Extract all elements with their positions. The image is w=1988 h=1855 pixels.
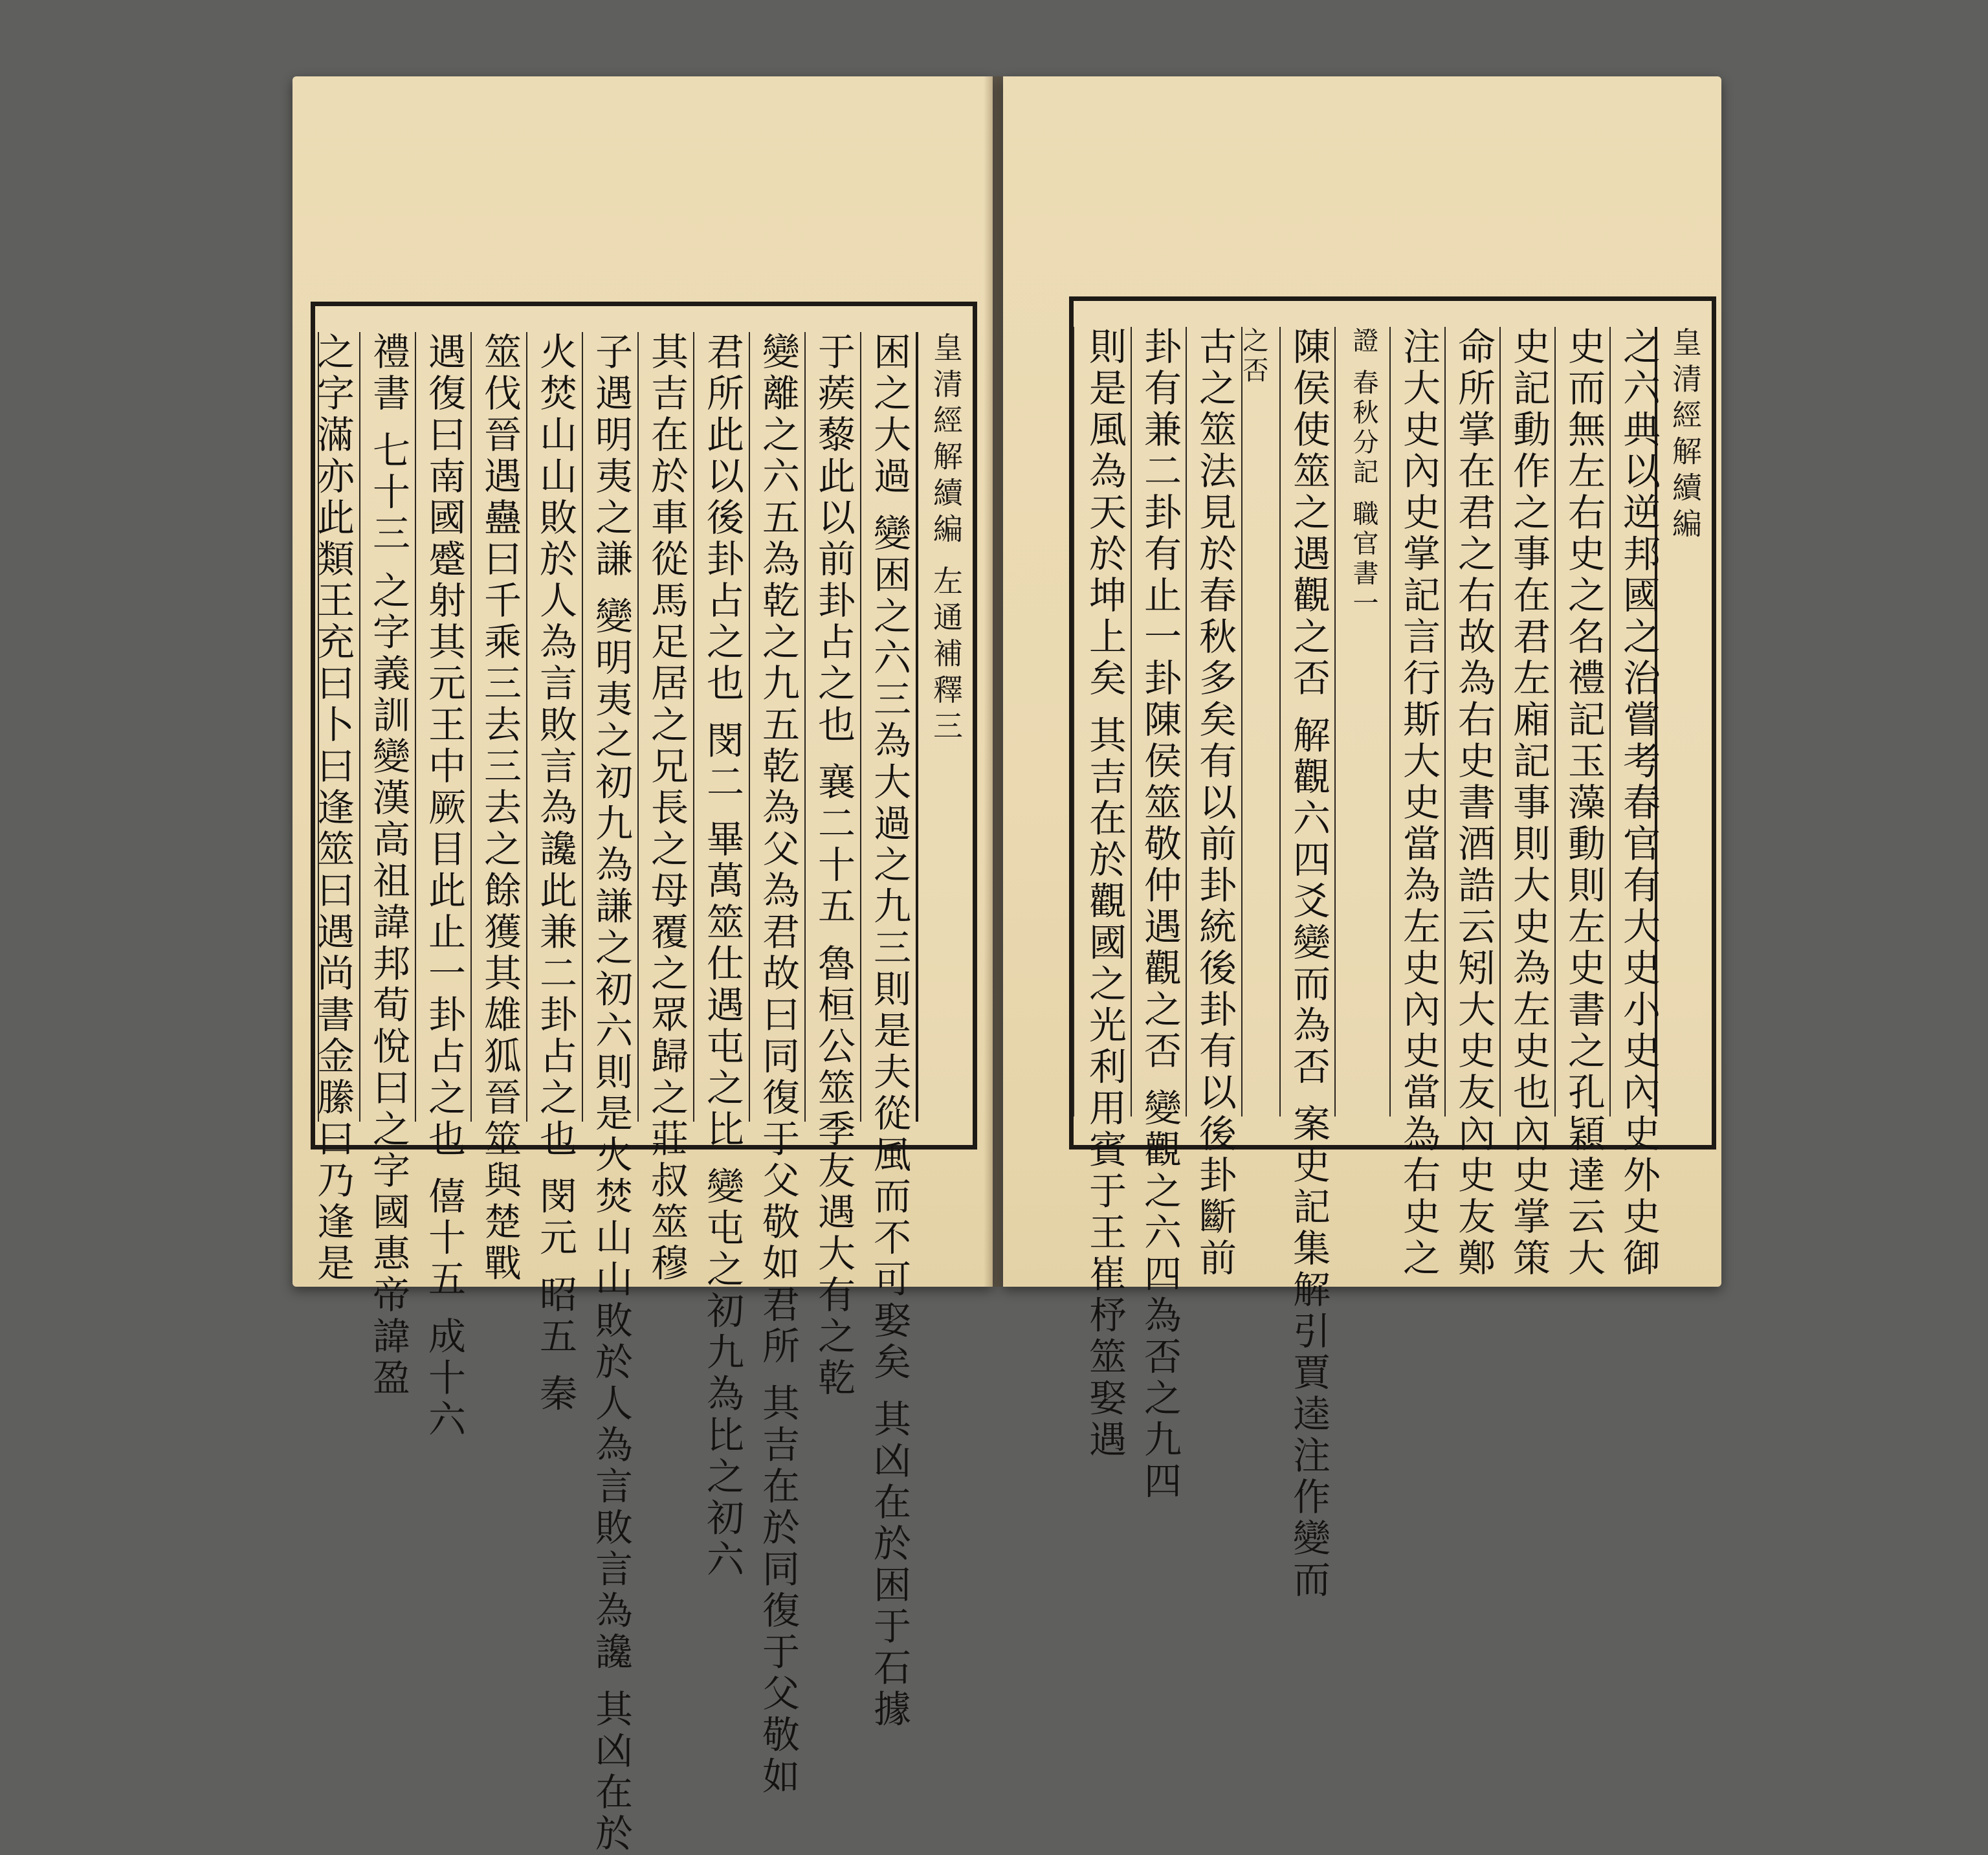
right-col-1: 之六典以逆邦國之治嘗考春官有大史小史內史外史御 [1609, 327, 1666, 1116]
right-col-7: 陳侯使筮之遇觀之否 解觀六四爻變而為否 案史記集解引賈逵注作變而 [1279, 327, 1336, 1116]
left-col-6: 子遇明夷之謙 變明夷之初九為謙之初六則是火焚山山敗於人為言敗言為讒 其凶在於 [582, 332, 639, 1122]
left-col-8: 筮伐晉遇蠱曰千乘三去三去之餘獲其雄狐晉筮與楚戰 [470, 332, 527, 1122]
open-book [293, 76, 1721, 1855]
left-page [293, 76, 993, 1855]
left-col-10: 禮書 七十三 之字義訓變漢高祖諱邦荀悅曰之字國惠帝諱盈 [359, 332, 416, 1122]
right-col-8: 之否 [1241, 327, 1281, 1116]
left-col-2: 于蒺藜此以前卦占之也 襄二十五 魯桓公筮季友遇大有之乾 [804, 332, 861, 1122]
right-col-3: 史記動作之事在君左廂記事則大史為左史也內史掌策 [1499, 327, 1556, 1116]
right-col-9: 古之筮法見於春秋多矣有以前卦統後卦有以後卦斷前 [1186, 327, 1242, 1116]
right-col-5: 注大史內史掌記言行斯大史當為左史內史當為右史之 [1389, 327, 1446, 1116]
left-col-11: 之字滿亦此類王充曰卜曰逢筮曰遇尚書金縢曰乃逢是 [318, 332, 360, 1122]
left-col-7: 火焚山山敗於人為言敗言為讒此兼二卦占之也 閔元 昭五 秦 [526, 332, 583, 1122]
left-col-4: 君所此以後卦占之也 閔二 畢萬筮仕遇屯之比 變屯之初九為比之初六 [693, 332, 750, 1122]
left-col-3: 變離之六五為乾之九五乾為父為君故曰同復于父敬如君所 其吉在於同復于父敬如 [749, 332, 806, 1122]
left-col-9: 遇復曰南國蹙射其元王中厥目此止一卦占之也 僖十五 成十六 [415, 332, 472, 1122]
right-text-frame [1069, 296, 1716, 1601]
left-banxin: 皇清經解續編 左通補釋三 [916, 332, 974, 1122]
right-banxin: 皇清經解續編 [1655, 327, 1713, 1116]
right-col-6: 證 春秋分記 職官書一 [1334, 327, 1391, 1116]
left-text-frame [311, 302, 977, 1855]
left-col-1: 困之大過 變困之六三為大過之九三則是夫從風而不可娶矣 其凶在於困于石據 [860, 332, 917, 1122]
right-page [1003, 76, 1721, 1601]
left-col-5: 其吉在於車從馬足居之兄長之母覆之眾歸之莊叔筮穆 [637, 332, 694, 1122]
right-col-4: 命所掌在君之右故為右史書酒誥云矧大史友內史友鄭 [1444, 327, 1501, 1116]
right-col-11: 則是風為天於坤上矣 其吉在於觀國之光利用賓于王崔杼筮娶遇 [1073, 327, 1132, 1116]
right-col-2: 史而無左右史之名禮記玉藻動則左史書之孔穎達云大 [1554, 327, 1611, 1116]
right-col-10: 卦有兼二卦有止一卦陳侯筮敬仲遇觀之否 變觀之六四為否之九四 [1131, 327, 1187, 1116]
